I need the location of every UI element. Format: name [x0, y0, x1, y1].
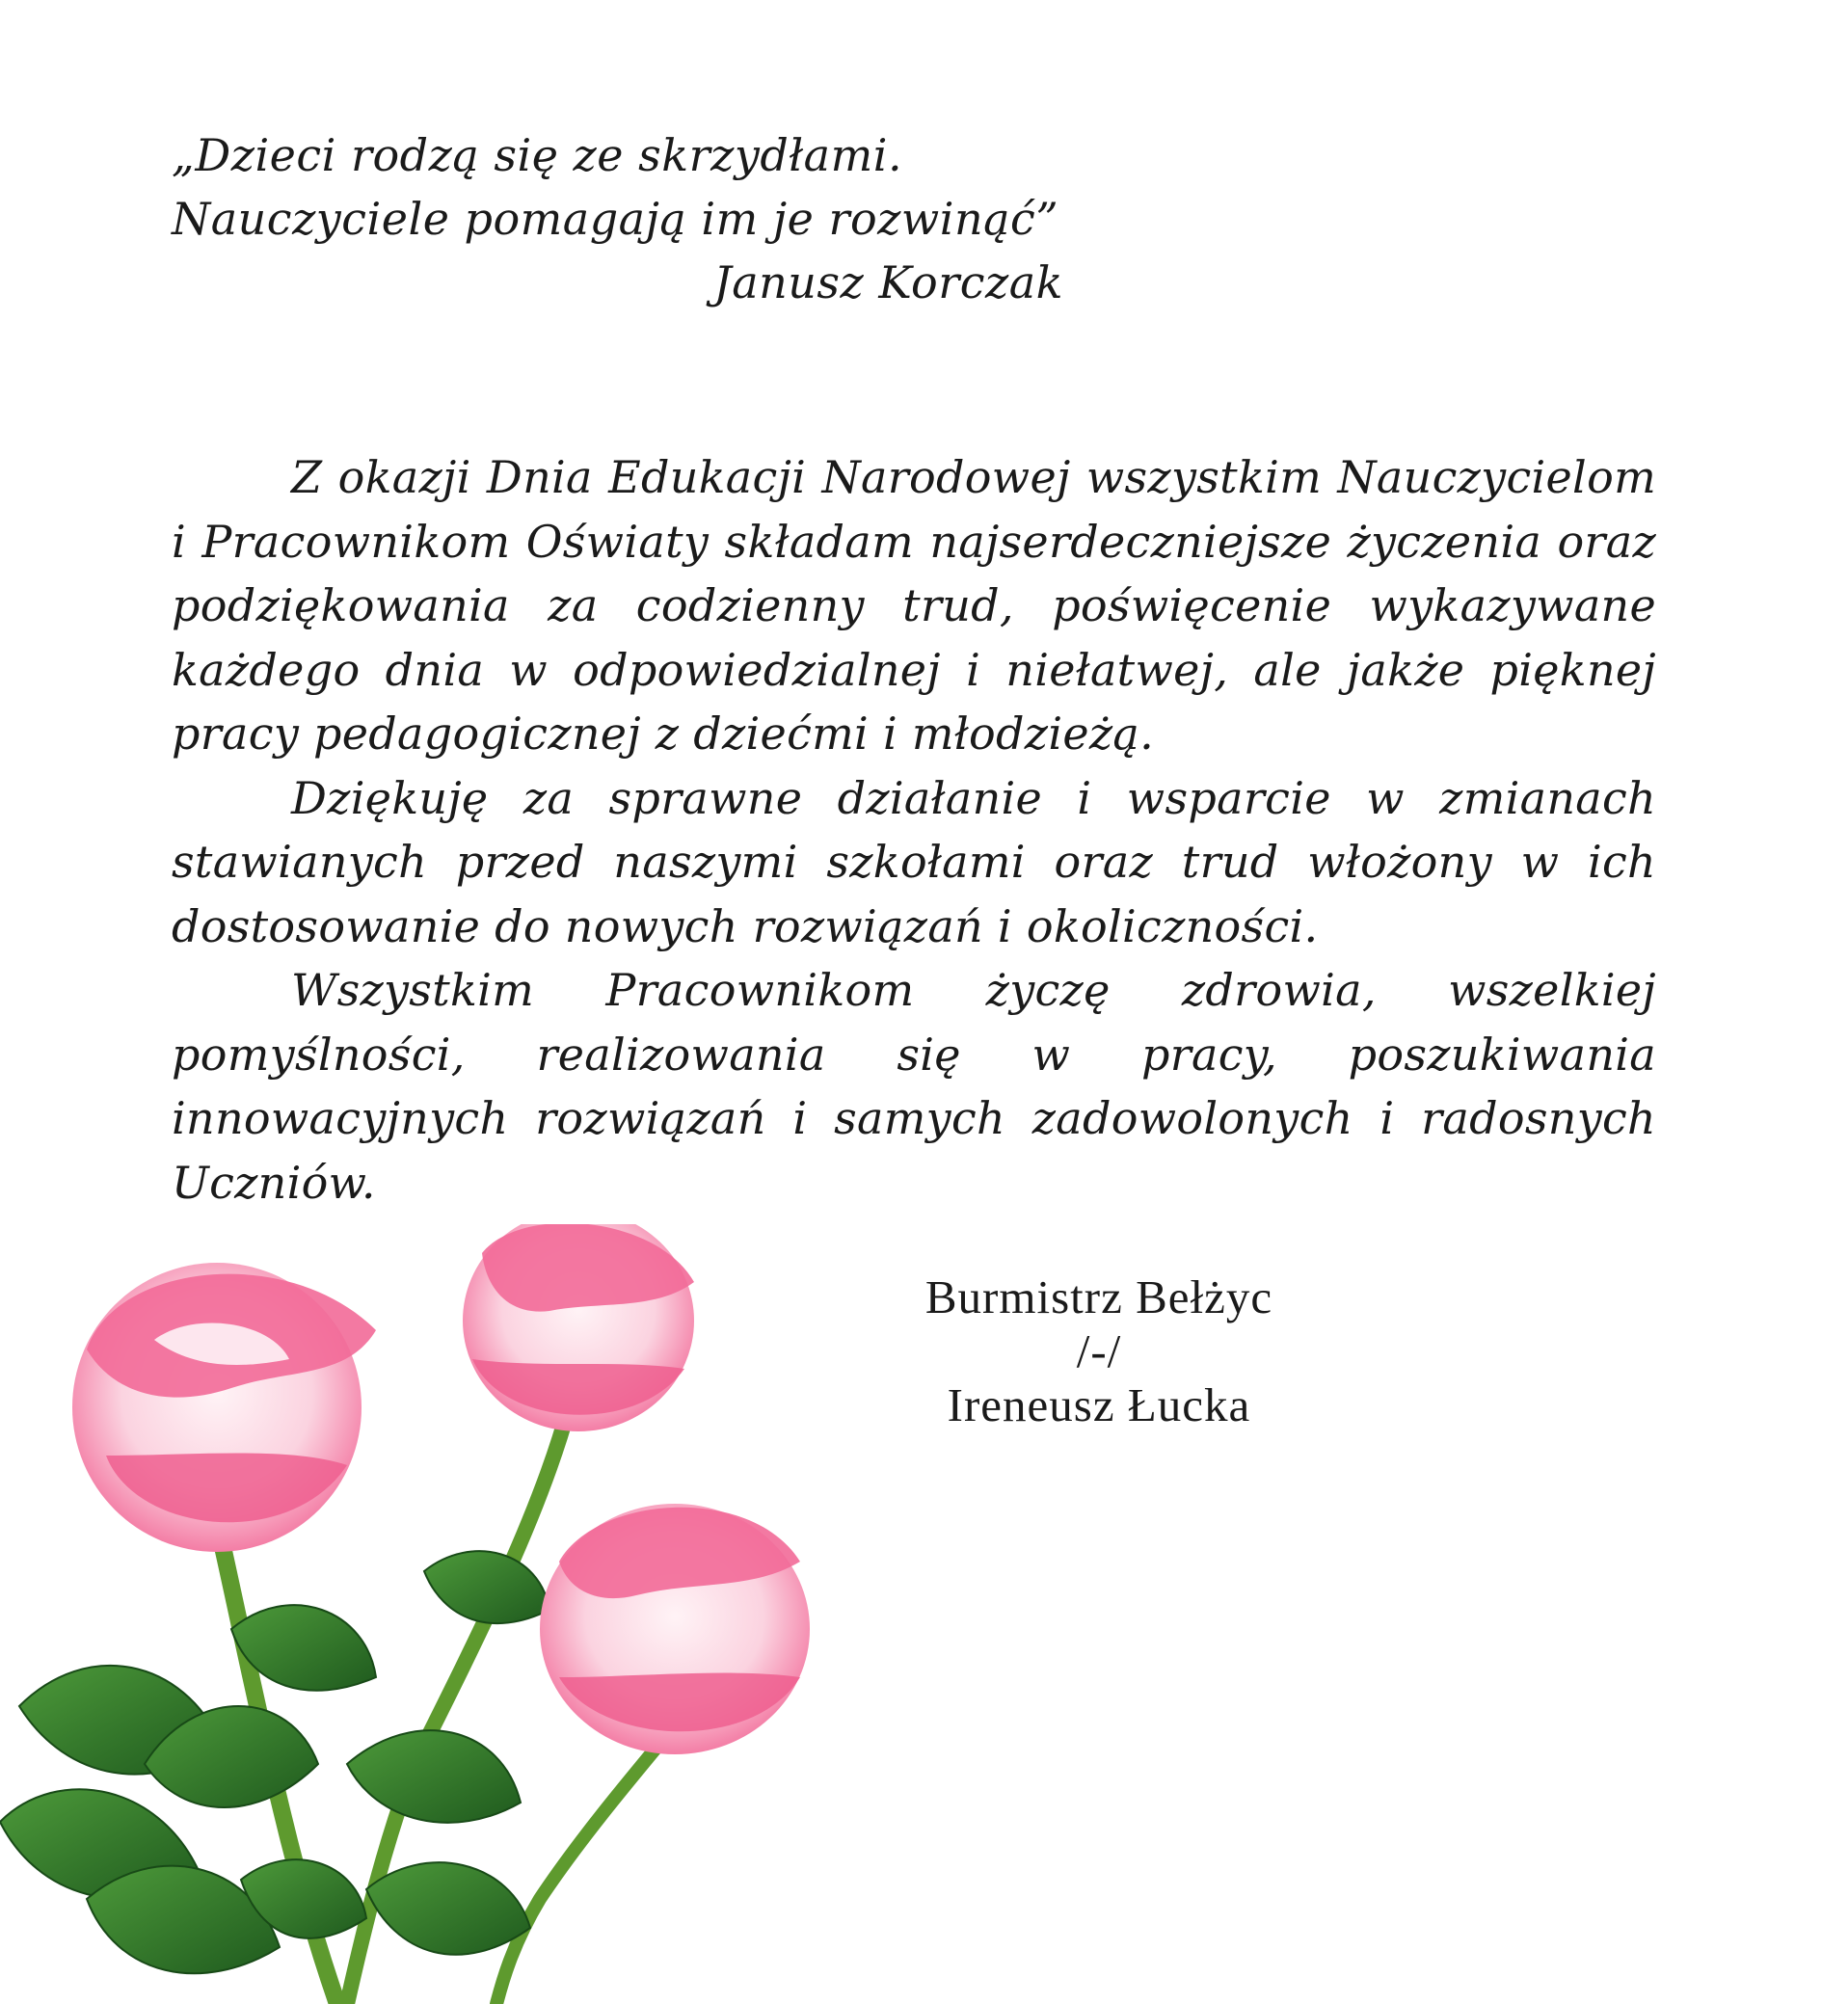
- rose-middle: [463, 1224, 694, 1431]
- signature-mark: /-/: [1076, 1324, 1122, 1377]
- quote-line-1: „Dzieci rodzą się ze skrzydłami.: [172, 129, 903, 181]
- greeting-letter: [172, 445, 1656, 1215]
- signature-name: Ireneusz Łucka: [947, 1378, 1251, 1431]
- letter-paragraph-1: Z okazji Dnia Edukacji Narodowej wszystkim Nauczycielom i Pracownikom Oświaty składam najserdeczniejsze życzenia oraz podziękowania za codzienny trud, poświęcenie wykazywane każdego dnia w odpowiedzialnej i niełatwej, ale jakże pięknej pracy pedagogicznej z dziećmi i młodzieżą.: [172, 451, 1656, 760]
- rose-bottom: [540, 1504, 810, 1754]
- signature-block: [848, 1270, 1350, 1432]
- quote-author: Janusz Korczak: [713, 256, 1063, 308]
- letter-paragraph-3: Wszystkim Pracownikom życzę zdrowia, wszelkiej pomyślności, realizowania się w pracy, poszukiwania innowacyjnych rozwiązań i samych zadowolonych i radosnych Uczniów.: [172, 964, 1656, 1209]
- letter-paragraph-2: Dziękuję za sprawne działanie i wsparcie w zmianach stawianych przed naszymi szkołami oraz trud włożony w ich dostosowanie do nowych rozwiązań i okoliczności.: [172, 771, 1656, 952]
- signature-title: Burmistrz Bełżyc: [924, 1270, 1273, 1323]
- rose-left: [72, 1263, 376, 1552]
- opening-quote: [172, 123, 1063, 314]
- quote-line-2: Nauczyciele pomagają im je rozwinąć”: [172, 193, 1059, 245]
- pink-roses-illustration: [0, 1224, 868, 2004]
- rose-leaves: [0, 1551, 549, 1973]
